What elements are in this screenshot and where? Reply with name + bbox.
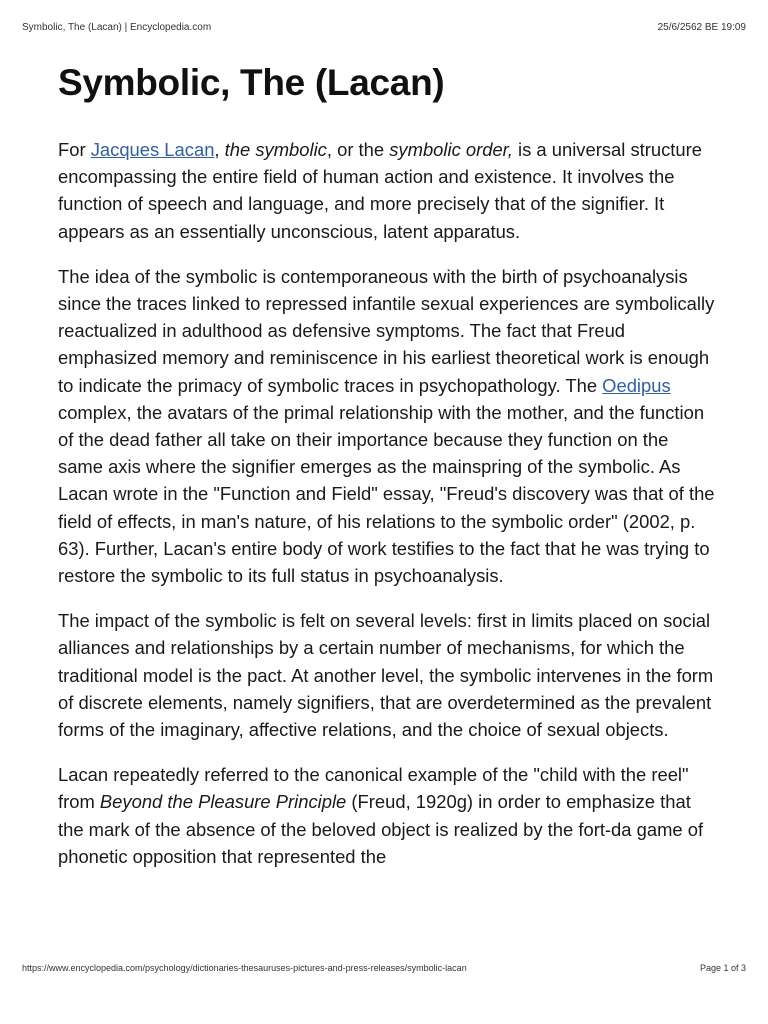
print-header-title: Symbolic, The (Lacan) | Encyclopedia.com	[22, 21, 212, 33]
print-header	[22, 20, 746, 34]
text-run: (Freud, 1920g) in order to emphasize that the mark of the absence of the beloved object is realized by the fort-da game of phonetic opposition that represented the	[58, 791, 704, 867]
link-oedipus[interactable]: Oedipus	[602, 374, 671, 396]
text-run: The idea of the symbolic is contemporaneous with the birth of psychoanalysis since the traces linked to repressed infantile sexual experiences are symbolically reactualized in adulthood as defensive symptoms. The fact that Freud emphasized memory and reminiscence in his earliest theoretical work is enough to indicate the primacy of symbolic traces in psychopathology. The	[58, 265, 715, 396]
emphasis-book-title: Beyond the Pleasure Principle	[99, 791, 347, 813]
print-footer	[22, 961, 746, 975]
text-run: , or the	[326, 139, 390, 160]
emphasis-the-symbolic: the symbolic	[224, 139, 327, 160]
print-footer-page: Page 1 of 3	[699, 963, 746, 973]
text-run: For	[58, 139, 91, 160]
text-run: complex, the avatars of the primal relationship with the mother, and the function of the dead father all take on their importance because they function on the same axis where the signifier emerges as the mainspring of the symbolic. As Lacan wrote in the "Function and Field" essay, "Freud's discovery was that of the field of effects, in man's nature, of his relations to the symbolic order" (2002, p. 63). Further, Lacan's entire body of work testifies to the fact that he was trying to restore the symbolic to its full status in psychoanalysis.	[58, 401, 715, 587]
article	[58, 58, 718, 888]
text-run: Lacan repeatedly referred to the canonical example of the "child with the reel" from	[58, 764, 689, 813]
link-jacques-lacan[interactable]: Jacques Lacan	[90, 139, 215, 160]
article-paragraph-3: The impact of the symbolic is felt on several levels: first in limits placed on social alliances and relationships by a certain number of mechanisms, for which the traditional model is the pact. At another level, the symbolic intervenes in the form of discrete elements, namely signifiers, that are overdetermined as the prevalent forms of the imaginary, affective relations, and the choice of sexual objects.	[58, 610, 714, 741]
text-run: ,	[214, 139, 225, 160]
article-paragraph-2	[58, 263, 718, 589]
print-footer-url: https://www.encyclopedia.com/psychology/dictionaries-thesauruses-pictures-and-press-releases/symbolic-lacan	[22, 963, 467, 973]
emphasis-symbolic-order: symbolic order,	[389, 139, 513, 160]
article-title: Symbolic, The (Lacan)	[58, 62, 445, 103]
article-paragraph-1	[58, 136, 718, 245]
text-run: is a universal structure encompassing the entire field of human action and existence. It involves the function of speech and language, and more precisely that of the signifier. It appears as an essentially unconscious, latent apparatus.	[58, 139, 702, 242]
article-paragraph-4	[58, 761, 718, 870]
print-header-datetime: 25/6/2562 BE 19:09	[657, 21, 746, 33]
